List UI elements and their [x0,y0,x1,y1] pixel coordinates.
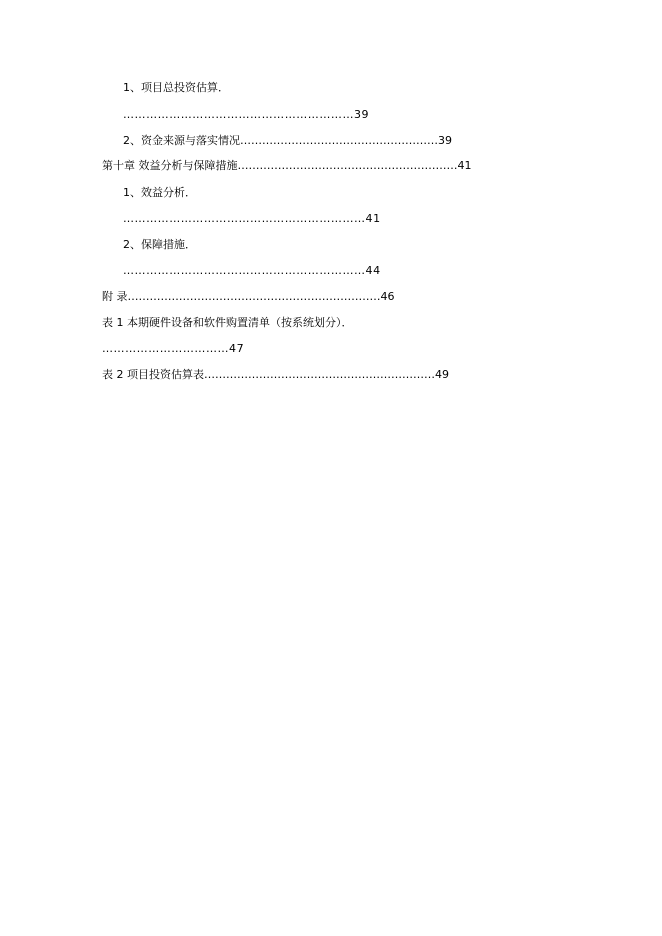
toc-entry-benefit-analysis[interactable]: 1、效益分析． [123,186,196,199]
toc-entry-table-two[interactable]: 表 2 项目投资估算表………………………………………………………49 [102,368,449,381]
toc-leader-investment-estimate[interactable]: ……………………………………………………39 [123,108,370,121]
toc-entry-chapter-ten[interactable]: 第十章 效益分析与保障措施……………………………………………………41 [102,159,472,172]
toc-entry-table-one[interactable]: 表 1 本期硬件设备和软件购置清单（按系统划分）． [102,316,353,329]
toc-entry-safeguard-measures[interactable]: 2、保障措施． [123,238,196,251]
toc-leader-table-one[interactable]: ……………………………47 [102,342,245,355]
toc-entry-investment-estimate[interactable]: 1、项目总投资估算． [123,81,229,94]
toc-leader-safeguard-measures[interactable]: ………………………………………………………44 [123,264,381,277]
toc-entry-funding-source[interactable]: 2、资金来源与落实情况………………………………………………39 [123,134,452,147]
toc-entry-appendix[interactable]: 附 录……………………………………………………………46 [102,290,395,303]
toc-leader-benefit-analysis[interactable]: ………………………………………………………41 [123,212,381,225]
